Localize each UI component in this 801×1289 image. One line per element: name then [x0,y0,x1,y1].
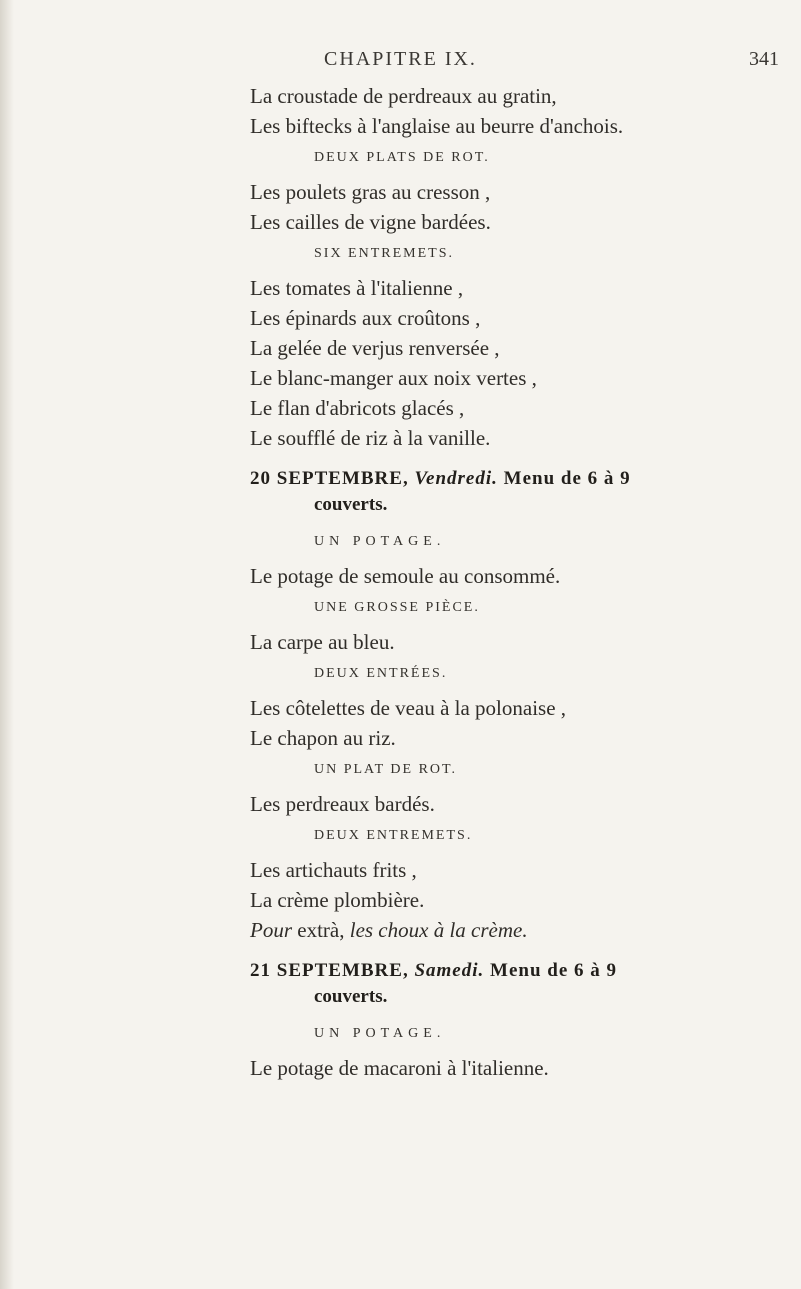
menu-extra-line [250,918,780,942]
menu-item-line: Le soufflé de riz à la vanille. [250,426,491,450]
running-head [0,48,801,78]
date-heading-couverts: couverts. [314,986,388,1007]
menu-item-line: Les épinards aux croûtons , [250,306,481,330]
menu-item-line: La gelée de verjus renversée , [250,336,500,360]
menu-item-line: La crème plombière. [250,888,425,912]
course-heading-grosse-piece: UNE GROSSE PIÈCE. [314,600,480,615]
pour-label: Pour [250,918,292,942]
menu-item-line: Les côtelettes de veau à la polonaise , [250,696,567,720]
date-heading-couverts: couverts. [314,494,388,515]
page-number: 341 [749,48,779,70]
menu-item-line: Le potage de semoule au consommé. [250,564,561,588]
course-heading-rot: UN PLAT DE ROT. [314,762,458,777]
menu-item-line: La croustade de perdreaux au gratin, [250,84,557,108]
course-heading-potage: UN POTAGE. [314,1026,446,1041]
menu-item-line: Le chapon au riz. [250,726,396,750]
menu-item-line: Les biftecks à l'anglaise au beurre d'anchois. [250,114,624,138]
extra-label: extrà, [297,918,345,942]
date-label: 21 SEPTEMBRE, [250,960,409,981]
date-heading-line-1 [250,466,780,492]
menu-item-line: Le flan d'abricots glacés , [250,396,465,420]
course-heading-entremets: DEUX ENTREMETS. [314,828,473,843]
extra-item: les choux à la crème. [349,918,528,942]
course-heading-potage: UN POTAGE. [314,534,446,549]
date-label: 20 SEPTEMBRE, [250,468,409,489]
course-heading-rot: DEUX PLATS DE ROT. [314,150,490,165]
course-heading-entremets: SIX ENTREMETS. [314,246,454,261]
menu-item-line: Les cailles de vigne bardées. [250,210,491,234]
course-heading-entrees: DEUX ENTRÉES. [314,666,448,681]
menu-covers: Menu de 6 à 9 [503,468,631,489]
page-gutter-shadow [0,0,14,1289]
page-body [250,84,780,1086]
menu-item-line: Le blanc-manger aux noix vertes , [250,366,537,390]
menu-item-line: Les artichauts frits , [250,858,417,882]
date-heading-line-1 [250,958,780,984]
menu-item-line: Les perdreaux bardés. [250,792,435,816]
menu-item-line: Le potage de macaroni à l'italienne. [250,1056,549,1080]
menu-item-line: Les tomates à l'italienne , [250,276,464,300]
weekday: Samedi. [414,960,485,981]
menu-item-line: La carpe au bleu. [250,630,395,654]
menu-item-line: Les poulets gras au cresson , [250,180,491,204]
running-title: CHAPITRE IX. [324,48,477,70]
date-heading-21-septembre [250,958,780,1010]
weekday: Vendredi. [414,468,498,489]
date-heading-20-septembre [250,466,780,518]
menu-covers: Menu de 6 à 9 [490,960,618,981]
